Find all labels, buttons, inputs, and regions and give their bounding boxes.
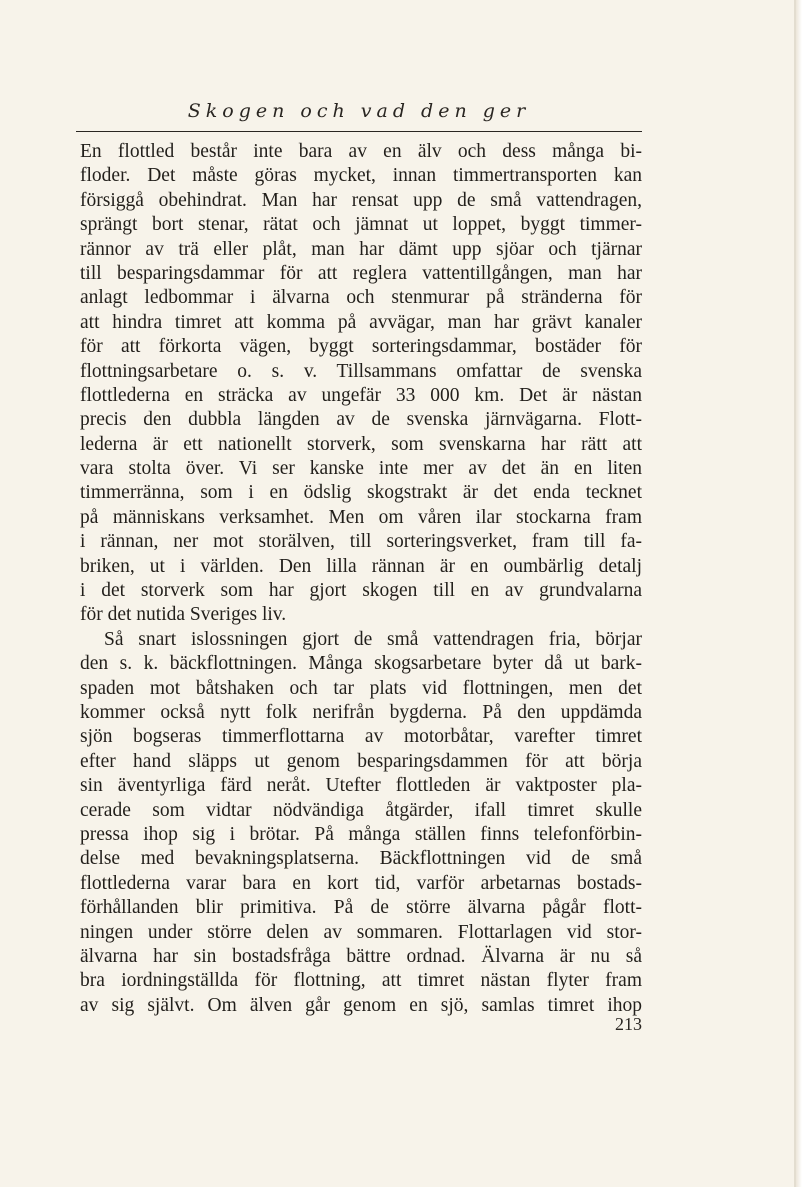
text-line: sin äventyrliga färd neråt. Utefter flottleden är vaktposter pla- <box>80 775 642 797</box>
page-edge <box>796 0 802 1187</box>
text-line: flottlederna varar bara en kort tid, varför arbetarnas bostads- <box>80 872 642 894</box>
text-line: på människans verksamhet. Men om våren ilar stockarna fram <box>80 506 642 528</box>
text-line: precis den dubbla längden av de svenska järnvägarna. Flott- <box>80 409 642 431</box>
text-line: att hindra timret att komma på avvägar, man har grävt kanaler <box>80 311 642 333</box>
text-line: En flottled består inte bara av en älv och dess många bi- <box>80 141 642 162</box>
text-line: Så snart islossningen gjort de små vattendragen fria, börjar <box>104 628 642 650</box>
text-line: sprängt bort stenar, rätat och jämnat ut loppet, byggt timmer- <box>80 214 642 236</box>
text-line: försiggå obehindrat. Man har rensat upp de små vattendragen, <box>80 189 642 211</box>
page-number: 213 <box>615 1014 642 1034</box>
text-line: timmerränna, som i en ödslig skogstrakt är det enda tecknet <box>80 482 642 504</box>
text-line: anlagt ledbommar i älvarna och stenmurar på stränderna för <box>80 287 642 309</box>
text-line: kommer också nytt folk nerifrån bygderna. På den uppdämda <box>80 701 642 723</box>
text-line: lederna är ett nationellt storverk, som svenskarna har rätt att <box>80 433 642 455</box>
text-line: ningen under större delen av sommaren. Flottarlagen vid stor- <box>80 921 642 943</box>
text-line: delse med bevakningsplatserna. Bäckflottningen vid de små <box>80 848 642 870</box>
text-line: för att förkorta vägen, byggt sorteringsdammar, bostäder för <box>80 336 642 358</box>
text-line: floder. Det måste göras mycket, innan timmertransporten kan <box>80 165 642 187</box>
header-rule <box>76 131 642 132</box>
text-line: av sig självt. Om älven går genom en sjö, samlas timret ihop <box>80 994 642 1016</box>
text-line: cerade som vidtar nödvändiga åtgärder, ifall timret skulle <box>80 799 642 821</box>
paragraph-1 <box>80 140 642 628</box>
text-line: spaden mot båtshaken och tar plats vid flottningen, men det <box>80 677 642 699</box>
body-text <box>80 140 642 1018</box>
text-line: till besparingsdammar för att reglera vattentillgången, man har <box>80 262 642 284</box>
text-line: briken, ut i världen. Den lilla rännan är en oumbärlig detalj <box>80 555 642 577</box>
text-line: vara stolta över. Vi ser kanske inte mer av det än en liten <box>80 458 642 480</box>
running-head: Skogen och vad den ger <box>187 100 531 122</box>
text-line: flottlederna en sträcka av ungefär 33 000 km. Det är nästan <box>80 384 642 406</box>
paragraph-2 <box>80 628 642 1018</box>
text-line: pressa ihop sig i brötar. På många ställen finns telefonförbin- <box>80 823 642 845</box>
text-line: förhållanden blir primitiva. På de större älvarna pågår flott- <box>80 897 642 919</box>
text-line: för det nutida Sveriges liv. <box>80 604 287 626</box>
text-line: rännor av trä eller plåt, man har dämt upp sjöar och tjärnar <box>80 238 642 260</box>
text-line: i det storverk som har gjort skogen till en av grundvalarna <box>80 580 642 602</box>
text-line: efter hand släpps ut genom besparingsdammen för att börja <box>80 750 642 772</box>
text-line: bra iordningställda för flottning, att timret nästan flyter fram <box>80 970 642 992</box>
text-line: flottningsarbetare o. s. v. Tillsammans omfattar de svenska <box>80 360 642 382</box>
text-line: älvarna har sin bostadsfråga bättre ordnad. Älvarna är nu så <box>80 945 642 967</box>
text-line: sjön bogseras timmerflottarna av motorbåtar, varefter timret <box>80 726 642 748</box>
text-line: i rännan, ner mot storälven, till sorteringsverket, fram till fa- <box>80 531 642 553</box>
text-line: den s. k. bäckflottningen. Många skogsarbetare byter då ut bark- <box>80 653 642 675</box>
